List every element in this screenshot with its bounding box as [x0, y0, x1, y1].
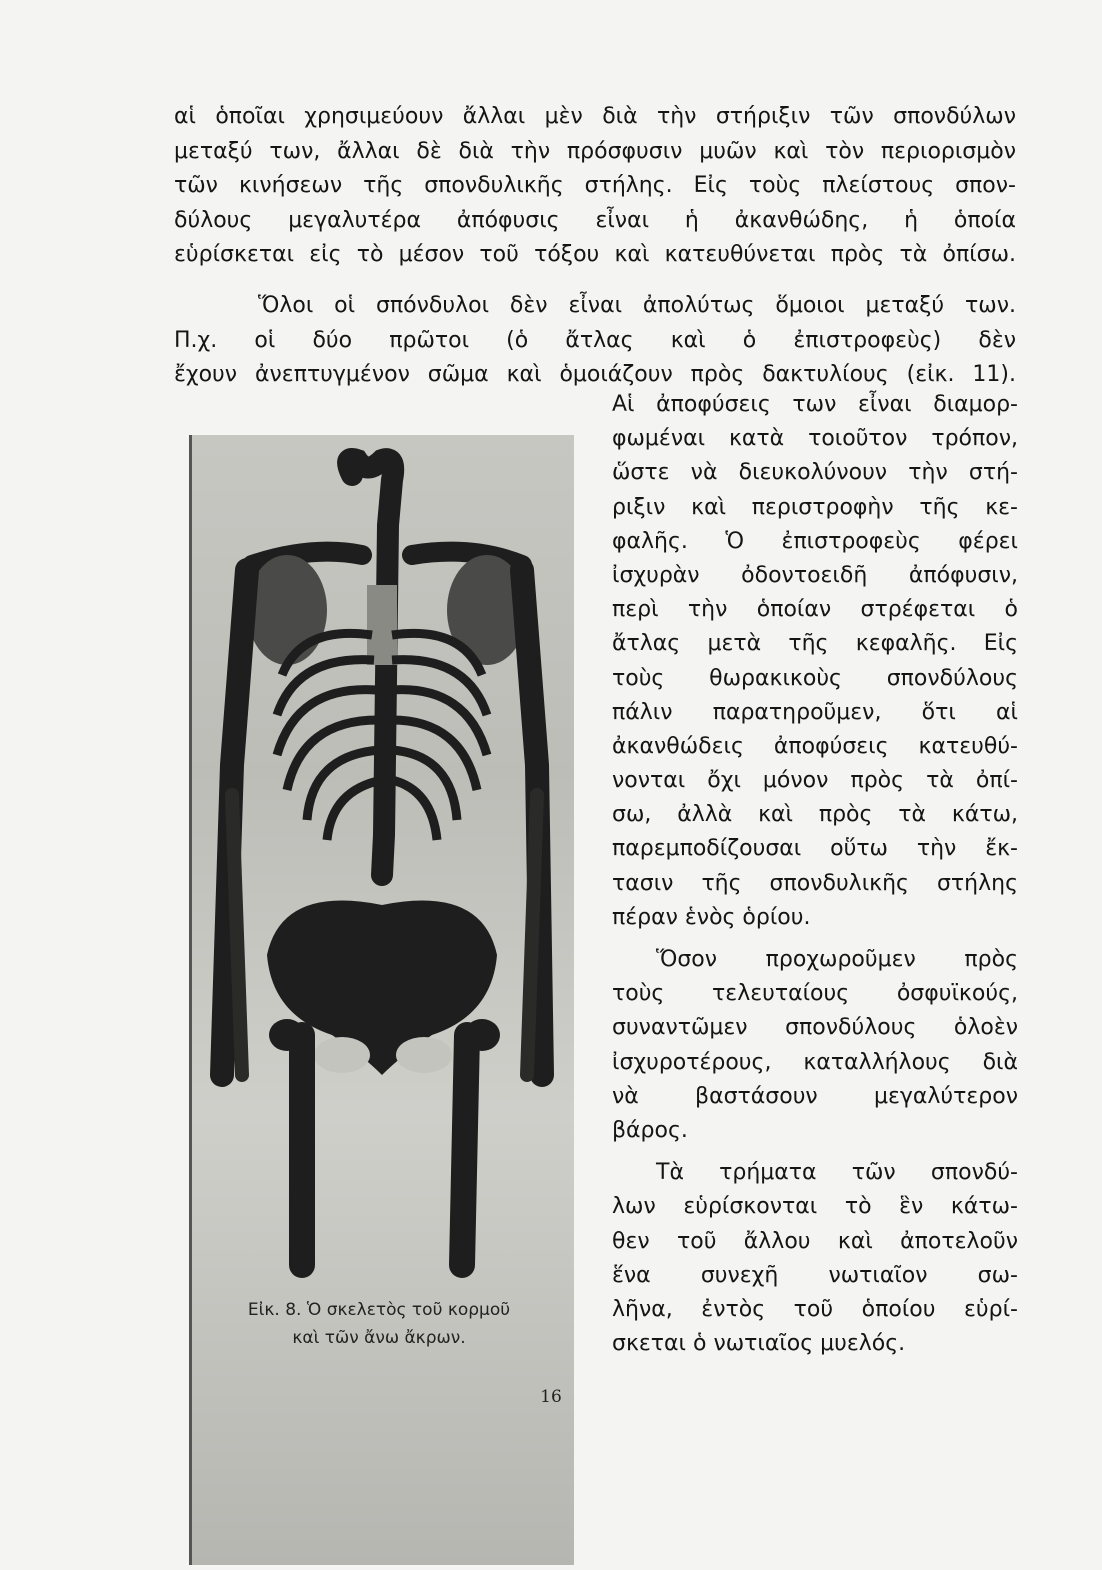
text-line: ἀκανθώδεις ἀποφύσεις κατευθύ-: [612, 733, 1018, 759]
text-line: ριξιν καὶ περιστροφὴν τῆς κε-: [612, 494, 1018, 520]
text-line: ἕνα συνεχῆ νωτιαῖον σω-: [612, 1262, 1018, 1288]
text-line: βάρος.: [612, 1117, 688, 1143]
text-line: σω, ἀλλὰ καὶ πρὸς τὰ κάτω,: [612, 802, 1018, 828]
text-line: ἰσχυροτέρους, καταλλήλους διὰ: [612, 1049, 1018, 1075]
text-line: περὶ τὴν ὁποίαν στρέφεται ὁ: [612, 597, 1018, 623]
text-line: φωμέναι κατὰ τοιοῦτον τρόπον,: [612, 426, 1018, 452]
text-line: μεταξύ των, ἄλλαι δὲ διὰ τὴν πρόσφυσιν μυῶν καὶ τὸν περιορισμὸν: [174, 138, 1016, 164]
figure-caption: [183, 1296, 575, 1352]
text-line: Τὰ τρήματα τῶν σπονδύ-: [656, 1160, 1018, 1186]
text-line: λῆνα, ἐντὸς τοῦ ὁποίου εὑρί-: [612, 1296, 1018, 1322]
text-line: τοὺς τελευταίους ὀσφυϊκούς,: [612, 981, 1018, 1007]
text-line: παρεμποδίζουσαι οὕτω τὴν ἔκ-: [612, 836, 1018, 862]
text-line: λων εὑρίσκονται τὸ ἓν κάτω-: [612, 1194, 1018, 1220]
text-line: φαλῆς. Ὁ ἐπιστροφεὺς φέρει: [612, 528, 1018, 554]
paragraph-2: [174, 289, 1016, 393]
text-line: συναντῶμεν σπονδύλους ὁλοὲν: [612, 1015, 1018, 1041]
text-line: Ὅσον προχωροῦμεν πρὸς: [656, 947, 1018, 972]
text-line: Ὅλοι οἱ σπόνδυλοι δὲν εἶναι ἀπολύτως ὅμοιοι μεταξύ των.: [258, 293, 1016, 318]
text-line: Π.χ. οἱ δύο πρῶτοι (ὁ ἄτλας καὶ ὁ ἐπιστροφεὺς) δὲν: [174, 327, 1016, 353]
text-line: σκεται ὁ νωτιαῖος μυελός.: [612, 1331, 906, 1357]
text-line: πέραν ἑνὸς ὁρίου.: [612, 904, 811, 930]
text-line: τοὺς θωρακικοὺς σπονδύλους: [612, 665, 1018, 691]
page-number: 16: [540, 1387, 562, 1407]
text-column: [612, 388, 1018, 1361]
text-line: ἄτλας μετὰ τῆς κεφαλῆς. Εἰς: [612, 631, 1018, 657]
text-line: ἔχουν ἀνεπτυγμένον σῶμα καὶ ὁμοιάζουν πρὸς δακτυλίους (εἰκ. 11).: [174, 362, 1016, 387]
caption-line: Εἰκ. 8. Ὁ σκελετὸς τοῦ κορμοῦ: [247, 1300, 511, 1320]
text-line: δύλους μεγαλυτέρα ἀπόφυσις εἶναι ἡ ἀκανθώδης, ἡ ὁποία: [174, 207, 1016, 233]
text-line: τῶν κινήσεων τῆς σπονδυλικῆς στήλης. Εἰς τοὺς πλείστους σπον-: [174, 173, 1016, 198]
text-line: νὰ βαστάσουν μεγαλύτερον: [612, 1083, 1018, 1109]
text-line: νονται ὄχι μόνον πρὸς τὰ ὀπί-: [612, 768, 1018, 794]
text-line: ἰσχυρὰν ὀδοντοειδῆ ἀπόφυσιν,: [612, 562, 1018, 588]
caption-line: καὶ τῶν ἄνω ἄκρων.: [292, 1328, 466, 1348]
text-line: τασιν τῆς σπονδυλικῆς στήλης: [612, 870, 1018, 896]
text-line: αἱ ὁποῖαι χρησιμεύουν ἄλλαι μὲν διὰ τὴν στήριξιν τῶν σπονδύλων: [174, 104, 1016, 129]
text-line: θεν τοῦ ἄλλου καὶ ἀποτελοῦν: [612, 1228, 1018, 1254]
text-line: Αἱ ἀποφύσεις των εἶναι διαμορ-: [612, 392, 1018, 417]
text-line: εὑρίσκεται εἰς τὸ μέσον τοῦ τόξου καὶ κατευθύνεται πρὸς τὰ ὀπίσω.: [174, 242, 1016, 267]
text-line: πάλιν παρατηροῦμεν, ὅτι αἱ: [612, 699, 1018, 725]
text-line: ὥστε νὰ διευκολύνουν τὴν στή-: [612, 460, 1018, 486]
paragraph-1: [174, 100, 1016, 273]
